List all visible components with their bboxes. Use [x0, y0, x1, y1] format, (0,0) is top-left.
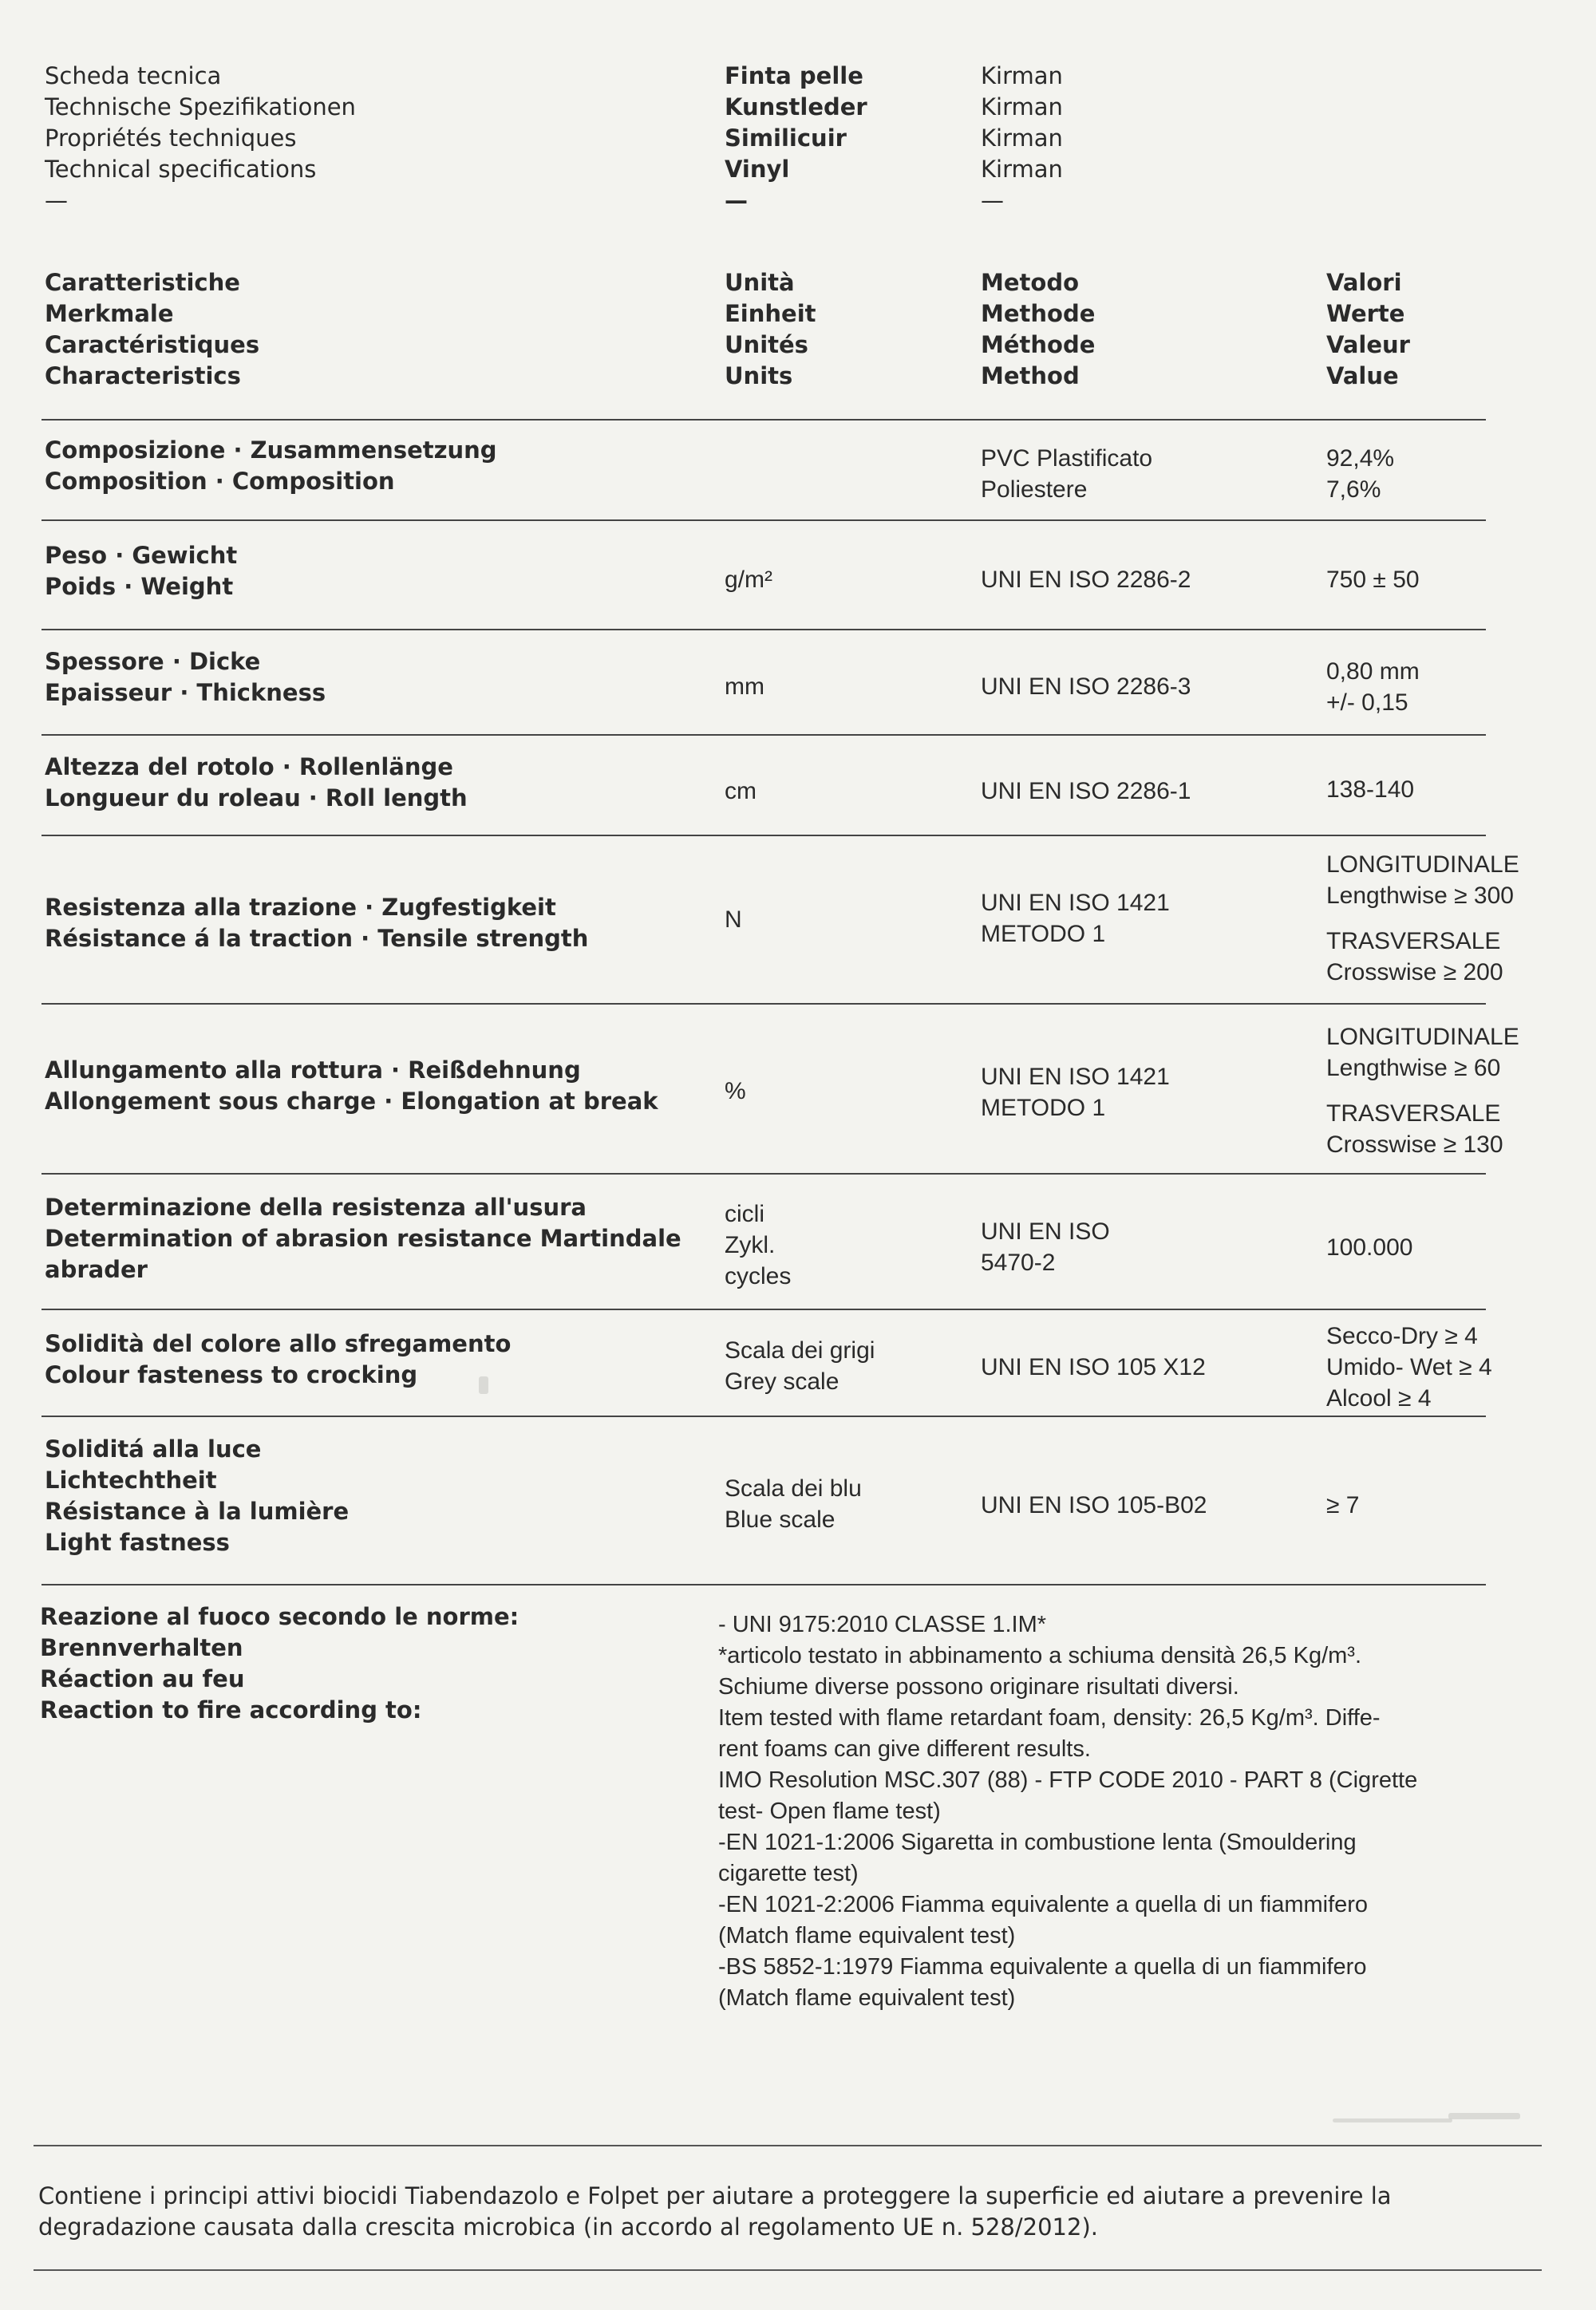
- row-method-elongation: UNI EN ISO 1421 METODO 1: [981, 1064, 1170, 1121]
- row-method-weight: UNI EN ISO 2286-2: [981, 567, 1191, 593]
- row-value-thickness: 0,80 mm +/- 0,15: [1326, 658, 1420, 716]
- footer-divider-top: [34, 2145, 1542, 2146]
- row-value-abrasion: 100.000: [1326, 1234, 1413, 1261]
- scan-smudge: [1333, 2118, 1452, 2122]
- row-unit-crocking: Scala dei grigi Grey scale: [725, 1337, 875, 1395]
- column-header-line: Unités: [725, 331, 808, 358]
- material-line: Vinyl: [725, 156, 790, 183]
- row-unit-abrasion: cicli Zykl. cycles: [725, 1201, 792, 1289]
- column-header-line: Werte: [1326, 300, 1405, 327]
- material-line: —: [725, 187, 748, 214]
- product-line: Kirman: [981, 124, 1063, 152]
- row-label-crocking: Solidità del colore allo sfregamento Colour fasteness to crocking: [45, 1330, 512, 1388]
- title-line: Technical specifications: [45, 156, 317, 183]
- product-line: Kirman: [981, 93, 1063, 120]
- row-method-abrasion: UNI EN ISO 5470-2: [981, 1218, 1110, 1276]
- product-line: Kirman: [981, 62, 1063, 89]
- table-divider: [41, 519, 1486, 521]
- row-unit-elongation: %: [725, 1078, 746, 1104]
- material-line: Kunstleder: [725, 93, 867, 120]
- table-divider: [41, 835, 1486, 836]
- row-unit-roll-length: cm: [725, 778, 757, 804]
- title-line: Technische Spezifikationen: [45, 93, 356, 120]
- row-value-light-fastness: ≥ 7: [1326, 1492, 1360, 1518]
- column-header-line: Value: [1326, 362, 1399, 389]
- table-divider: [41, 419, 1486, 421]
- column-header-line: Metodo: [981, 269, 1079, 296]
- column-header-line: Valeur: [1326, 331, 1410, 358]
- table-divider: [41, 1309, 1486, 1310]
- row-method-tensile-strength: UNI EN ISO 1421 METODO 1: [981, 890, 1170, 947]
- column-header-line: Méthode: [981, 331, 1096, 358]
- row-method-roll-length: UNI EN ISO 2286-1: [981, 778, 1191, 804]
- column-header-line: Einheit: [725, 300, 816, 327]
- column-header-units: [725, 267, 816, 392]
- column-header-line: Methode: [981, 300, 1096, 327]
- column-header-characteristics: [45, 267, 259, 392]
- row-method-light-fastness: UNI EN ISO 105-B02: [981, 1492, 1207, 1518]
- table-divider: [41, 1584, 1486, 1585]
- product-line: —: [981, 187, 1004, 214]
- row-label-elongation: Allungamento alla rottura · Reißdehnung Allongement sous charge · Elongation at break: [45, 1056, 658, 1115]
- row-method-crocking: UNI EN ISO 105 X12: [981, 1354, 1206, 1380]
- table-divider: [41, 734, 1486, 736]
- row-label-tensile-strength: Resistenza alla trazione · Zugfestigkeit Résistance á la traction · Tensile strength: [45, 894, 589, 952]
- table-divider: [41, 1173, 1486, 1175]
- material-line: Finta pelle: [725, 62, 863, 89]
- row-label-abrasion: Determinazione della resistenza all'usura Determination of abrasion resistance Martindale abrader: [45, 1194, 681, 1283]
- column-header-line: Units: [725, 362, 793, 389]
- material-line: Similicuir: [725, 124, 847, 152]
- row-value-roll-length: 138-140: [1326, 776, 1415, 803]
- table-divider: [41, 1003, 1486, 1005]
- product-names: [981, 61, 1063, 216]
- column-header-line: Caratteristiche: [45, 269, 240, 296]
- product-line: Kirman: [981, 156, 1063, 183]
- row-value-composition: 92,4% 7,6%: [1326, 445, 1395, 503]
- title-line: Propriétés techniques: [45, 124, 297, 152]
- title-line: —: [45, 187, 68, 214]
- sheet-title: [45, 61, 356, 216]
- row-label-light-fastness: Soliditá alla luce Lichtechtheit Résistance à la lumière Light fastness: [45, 1435, 350, 1556]
- row-method-thickness: UNI EN ISO 2286-3: [981, 673, 1191, 700]
- scan-smudge: [479, 1376, 488, 1394]
- column-header-line: Unità: [725, 269, 795, 296]
- column-header-values: [1326, 267, 1410, 392]
- scan-smudge: [1448, 2113, 1520, 2119]
- title-line: Scheda tecnica: [45, 62, 222, 89]
- row-value-crocking: Secco-Dry ≥ 4 Umido- Wet ≥ 4 Alcool ≥ 4: [1326, 1323, 1492, 1412]
- column-header-line: Method: [981, 362, 1080, 389]
- row-value-tensile-strength: LONGITUDINALE Lengthwise ≥ 300 TRASVERSALE Crosswise ≥ 200: [1326, 851, 1519, 985]
- row-method-composition: PVC Plastificato Poliestere: [981, 445, 1153, 503]
- column-header-line: Caractéristiques: [45, 331, 260, 358]
- column-header-method: [981, 267, 1095, 392]
- row-unit-tensile-strength: N: [725, 906, 742, 933]
- row-label-weight: Peso · Gewicht Poids · Weight: [45, 542, 238, 600]
- row-unit-weight: g/m²: [725, 567, 772, 593]
- row-label-thickness: Spessore · Dicke Epaisseur · Thickness: [45, 648, 326, 706]
- column-header-line: Valori: [1326, 269, 1402, 296]
- biocide-note: Contiene i principi attivi biocidi Tiabendazolo e Folpet per aiutare a proteggere la superficie ed aiutare a prevenire la degradazione causata dalla crescita microbica (in accordo al regolamento UE n. 528/2012).: [38, 2182, 1392, 2241]
- row-value-weight: 750 ± 50: [1326, 567, 1420, 593]
- footer-divider-bottom: [34, 2269, 1542, 2271]
- row-unit-thickness: mm: [725, 673, 764, 700]
- row-label-roll-length: Altezza del rotolo · Rollenlänge Longueur du roleau · Roll length: [45, 753, 468, 811]
- table-divider: [41, 629, 1486, 630]
- row-value-elongation: LONGITUDINALE Lengthwise ≥ 60 TRASVERSALE Crosswise ≥ 130: [1326, 1024, 1519, 1158]
- row-unit-light-fastness: Scala dei blu Blue scale: [725, 1475, 862, 1533]
- column-header-line: Merkmale: [45, 300, 174, 327]
- fire-reaction-label: Reazione al fuoco secondo le norme: Brennverhalten Réaction au feu Reaction to fire according to:: [40, 1603, 519, 1724]
- row-label-composition: Composizione · Zusammensetzung Composition · Composition: [45, 436, 497, 495]
- table-divider: [41, 1416, 1486, 1417]
- material-names: [725, 61, 867, 216]
- fire-reaction-text: - UNI 9175:2010 CLASSE 1.IM* *articolo testato in abbinamento a schiuma densità 26,5 Kg/m³. Schiume diverse possono originare risultati diversi. Item tested with flame retardant foam, density: 26,5 Kg/m³. Diffe- rent foams can give different results. IMO Resolution MSC.307 (88) - FTP CODE 2010 - PART 8 (Cigrette test- Open flame test) -EN 1021-1:2006 Sigaretta in combustione lenta (Smouldering cigarette test) -EN 1021-2:2006 Fiamma equivalente a quella di un fiammifero (Match flame equivalent test) -BS 5852-1:1979 Fiamma equivalente a quella di un fiammifero (Match flame equivalent test): [718, 1612, 1418, 2011]
- column-header-line: Characteristics: [45, 362, 241, 389]
